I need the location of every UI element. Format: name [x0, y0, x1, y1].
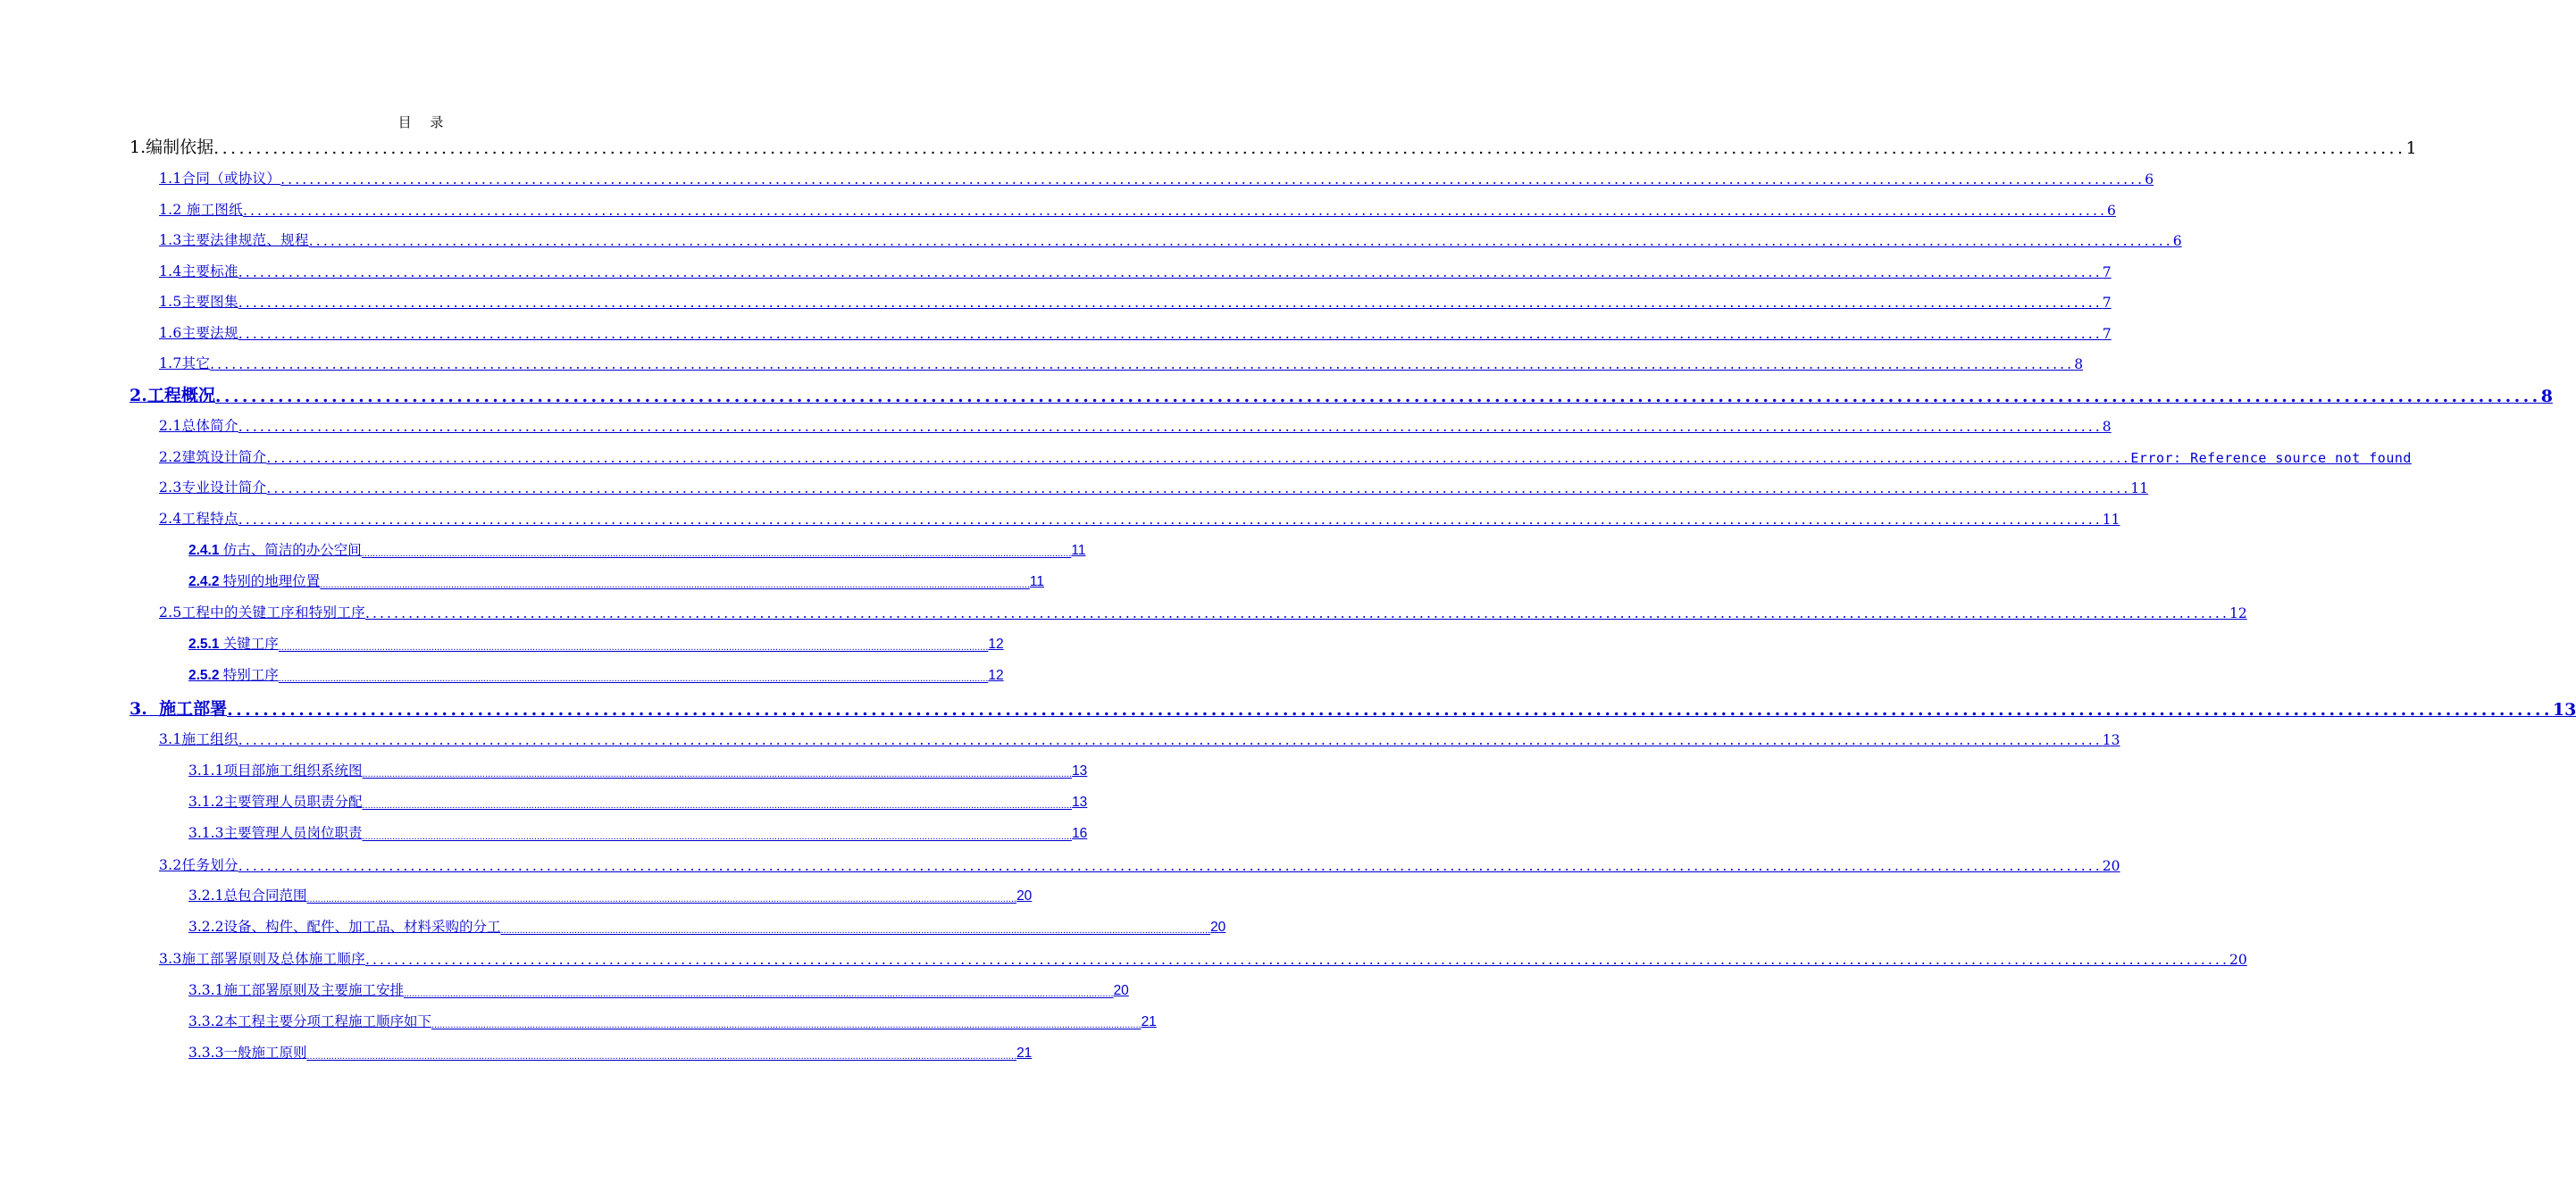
toc-entry-text: 3.2.2设备、构件、配件、加工品、材料采购的分工 [188, 919, 501, 935]
toc-entry-number: 2.5.1 [188, 637, 220, 652]
toc-entry-page: 11 [2102, 512, 2120, 528]
toc-leader-dots: .................................................................................................................................................................................................................................................................... [431, 1020, 1142, 1030]
toc-link-2-2[interactable] [159, 445, 2412, 466]
toc-leader-dots: .................................................................................................................................................................................................................................................................... [210, 356, 2075, 372]
toc-entry-page: 6 [2145, 171, 2154, 188]
toc-entry-page: 16 [1072, 826, 1088, 841]
toc-entry-text: 3.1.3主要管理人员岗位职责 [188, 825, 363, 841]
toc-entry-text: 3.3.2本工程主要分项工程施工顺序如下 [188, 1013, 431, 1029]
toc-link-2-4-2[interactable] [188, 569, 1044, 590]
toc-leader-dots: .................................................................................................................................................................................................................................................................... [214, 387, 2541, 406]
toc-link-2-4[interactable] [159, 506, 2120, 528]
toc-link-1-1[interactable] [159, 166, 2154, 188]
toc-entry-page: 12 [2229, 605, 2247, 621]
toc-entry-page: 20 [1113, 983, 1129, 998]
toc-entry-text: 3.2任务划分 [159, 857, 238, 873]
toc-link-1-3[interactable] [159, 228, 2182, 249]
toc-leader-dots: .................................................................................................................................................................................................................................................................... [238, 419, 2103, 435]
toc-link-3-3[interactable] [159, 946, 2247, 968]
toc-leader-dots: .................................................................................................................................................................................................................................................................... [500, 925, 1211, 936]
toc-entry-text: 2.3专业设计简介 [159, 479, 267, 496]
toc-entry-text: 3.1.1项目部施工组织系统图 [188, 762, 363, 779]
toc-entry-text: 3.3施工部署原则及总体施工顺序 [159, 951, 365, 967]
toc-leader-dots: .................................................................................................................................................................................................................................................................... [266, 480, 2131, 496]
toc-entry-page: 12 [988, 637, 1004, 652]
toc-link-2-5-2[interactable] [188, 662, 1004, 684]
toc-entry-text: 3.3.1施工部署原则及主要施工安排 [188, 982, 404, 998]
toc-link-1-2[interactable] [159, 197, 2116, 219]
toc-entry-text: 1.5主要图集 [159, 294, 238, 310]
toc-entry-text: 2.1总体简介 [159, 418, 238, 434]
toc-entry-page: 6 [2107, 203, 2116, 219]
toc-leader-dots: .................................................................................................................................................................................................................................................................... [238, 512, 2103, 528]
toc-leader-dots: .................................................................................................................................................................................................................................................................... [238, 858, 2103, 874]
toc-entry-page-error: Error: Reference source not found [2130, 450, 2412, 466]
toc-entry-page: 20 [1210, 920, 1226, 935]
toc-entry-label: 关键工序 [219, 637, 279, 652]
toc-link-3-3-1[interactable] [188, 978, 1129, 999]
toc-entry-text [188, 571, 320, 590]
toc-entry-page: 7 [2102, 295, 2112, 311]
toc-link-3-2-2[interactable] [188, 914, 1226, 936]
toc-entry-1 [130, 131, 2417, 158]
toc-entry-text: 3.3.3一般施工原则 [188, 1045, 307, 1061]
toc-entry-text: 1.1合同（或协议） [159, 171, 281, 187]
toc-entry-label: 特别的地理位置 [219, 574, 321, 589]
toc-entry-page: 13 [1072, 795, 1088, 810]
toc-entry-page: 7 [2102, 264, 2112, 280]
toc-entry-text: 3.2.1总包合同范围 [188, 888, 307, 904]
toc-leader-dots: .................................................................................................................................................................................................................................................................... [361, 548, 1072, 559]
toc-entry-page: 7 [2102, 326, 2112, 342]
toc-entry-page: 11 [1071, 543, 1086, 558]
toc-link-3-2-1[interactable] [188, 883, 1033, 904]
toc-entry-text [188, 633, 279, 653]
toc-entry-page: 11 [2130, 480, 2149, 496]
toc-entry-label: 仿古、简洁的办公空间 [219, 543, 362, 558]
toc-entry-number: 2.4.1 [188, 543, 220, 558]
toc-leader-dots: .................................................................................................................................................................................................................................................................... [362, 800, 1073, 811]
toc-leader-dots: .................................................................................................................................................................................................................................................................... [403, 988, 1114, 999]
toc-entry-page: 21 [1016, 1046, 1033, 1061]
toc-entry-text: 1.3主要法律规范、规程 [159, 232, 309, 248]
toc-entry-text: 1.编制依据 [130, 138, 214, 157]
toc-link-3-1[interactable] [159, 727, 2120, 748]
toc-leader-dots: .................................................................................................................................................................................................................................................................... [306, 894, 1017, 904]
toc-entry-page: 20 [1016, 888, 1033, 904]
toc-link-1-5[interactable] [159, 289, 2112, 311]
toc-link-3-1-1[interactable] [188, 758, 1088, 779]
toc-entry-page: 20 [2229, 952, 2247, 968]
toc-entry-page: 11 [1029, 574, 1044, 589]
toc-entry-label: 特别工序 [219, 668, 279, 683]
toc-entry-page: 1 [2405, 138, 2417, 158]
toc-leader-dots: .................................................................................................................................................................................................................................................................... [364, 952, 2229, 968]
toc-entry-text: 3.1施工组织 [159, 731, 238, 747]
toc-leader-dots: .................................................................................................................................................................................................................................................................... [266, 450, 2131, 466]
toc-entry-text: 1.2 施工图纸 [159, 202, 243, 218]
toc-link-3-1-3[interactable] [188, 821, 1088, 842]
toc-entry-page: 13 [2102, 732, 2120, 748]
toc-link-1-4[interactable] [159, 259, 2112, 280]
toc-leader-dots: .................................................................................................................................................................................................................................................................... [280, 171, 2145, 188]
toc-leader-dots: .................................................................................................................................................................................................................................................................... [362, 769, 1073, 779]
toc-link-3-2[interactable] [159, 853, 2120, 874]
toc-link-3-1-2[interactable] [188, 789, 1088, 811]
toc-leader-dots: .................................................................................................................................................................................................................................................................... [308, 233, 2173, 249]
toc-entry-page: 6 [2172, 233, 2182, 249]
toc-link-1-7[interactable] [159, 351, 2084, 372]
toc-link-3-3-2[interactable] [188, 1009, 1157, 1030]
toc-link-2-5[interactable] [159, 600, 2247, 621]
toc-entry-text: 3. 施工部署 [130, 699, 228, 719]
toc-entry-page: 12 [988, 668, 1004, 683]
toc-entry-text: 2.2建筑设计简介 [159, 449, 267, 465]
toc-title: 目 录 [397, 114, 451, 130]
toc-link-2[interactable] [130, 379, 2553, 406]
toc-entry-text: 1.7其它 [159, 355, 211, 371]
toc-leader-dots: .................................................................................................................................................................................................................................................................... [320, 579, 1030, 590]
toc-entry-page: 13 [1072, 763, 1088, 779]
toc-link-2-1[interactable] [159, 413, 2112, 435]
toc-link-2-5-1[interactable] [188, 631, 1004, 653]
toc-leader-dots: .................................................................................................................................................................................................................................................................... [238, 295, 2103, 311]
toc-link-2-4-1[interactable] [188, 538, 1086, 559]
toc-entry-number: 2.5.2 [188, 668, 220, 683]
toc-entry-page: 8 [2102, 419, 2112, 435]
toc-leader-dots: .................................................................................................................................................................................................................................................................... [306, 1051, 1017, 1062]
toc-leader-dots: .................................................................................................................................................................................................................................................................... [238, 732, 2103, 748]
toc-leader-dots: .................................................................................................................................................................................................................................................................... [238, 326, 2103, 342]
toc-leader-dots: .................................................................................................................................................................................................................................................................... [227, 700, 2553, 720]
toc-leader-dots: .................................................................................................................................................................................................................................................................... [278, 642, 989, 653]
toc-leader-dots: .................................................................................................................................................................................................................................................................... [364, 605, 2229, 621]
toc-entry-text: 1.4主要标准 [159, 263, 238, 279]
toc-entry-number: 2.4.2 [188, 574, 220, 589]
toc-entry-text: 1.6主要法规 [159, 325, 238, 341]
toc-entry-page: 20 [2102, 858, 2120, 874]
toc-link-2-3[interactable] [159, 475, 2149, 496]
toc-leader-dots: .................................................................................................................................................................................................................................................................... [238, 264, 2103, 280]
toc-leader-dots: .................................................................................................................................................................................................................................................................... [362, 831, 1073, 842]
toc-entry-page: 8 [2540, 387, 2553, 406]
toc-leader-dots: .................................................................................................................................................................................................................................................................... [213, 138, 2406, 158]
toc-entry-text: 2.5工程中的关键工序和特别工序 [159, 604, 365, 621]
toc-link-1-6[interactable] [159, 321, 2112, 342]
toc-leader-dots: .................................................................................................................................................................................................................................................................... [242, 203, 2108, 219]
toc-link-3-3-3[interactable] [188, 1040, 1033, 1062]
toc-entry-text [188, 539, 362, 559]
toc-leader-dots: .................................................................................................................................................................................................................................................................... [278, 673, 989, 684]
toc-entry-page: 8 [2074, 356, 2084, 372]
toc-entry-text: 3.1.2主要管理人员职责分配 [188, 794, 363, 810]
toc-entry-page: 21 [1141, 1014, 1157, 1029]
toc-entry-text [188, 664, 279, 684]
toc-entry-text: 2.工程概况 [130, 386, 215, 405]
toc-entry-page: 13 [2552, 700, 2576, 720]
toc-entry-text: 2.4工程特点 [159, 511, 238, 527]
toc-link-3[interactable] [130, 693, 2576, 720]
